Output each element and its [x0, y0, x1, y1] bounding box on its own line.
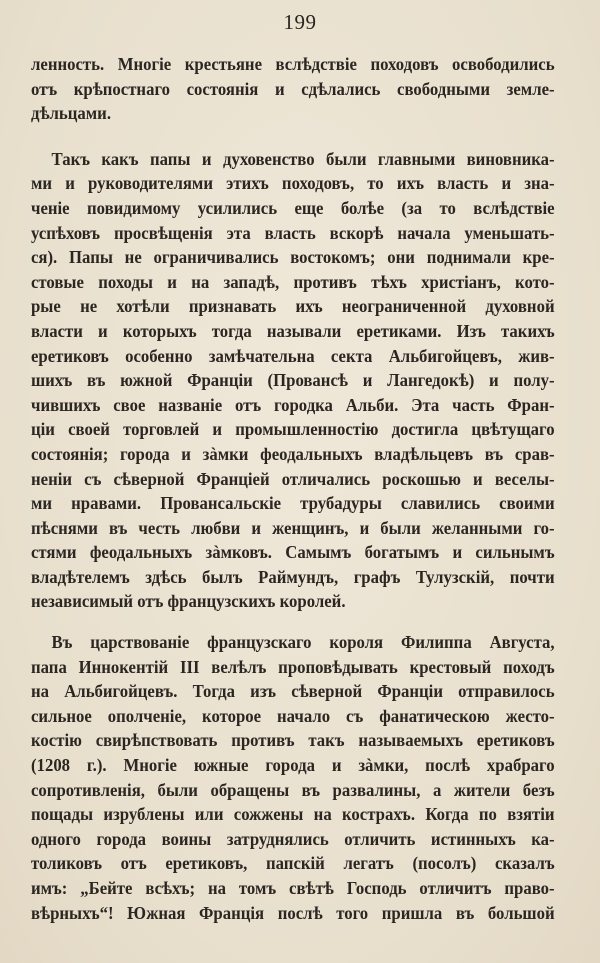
text-line: Въ царствованіе французскаго короля Филиппа Августа, [51, 632, 555, 653]
paragraph [31, 630, 555, 925]
text-line: шихъ въ южной Франціи (Провансѣ и Лангедокѣ) и полу- [31, 370, 555, 391]
text-line: независимый отъ французскихъ королей. [31, 591, 346, 612]
text-line: (1208 г.). Многіе южные города и зàмки, послѣ храбраго [31, 755, 555, 776]
text-line: пѣснями въ честь любви и женщинъ, и были желанными го- [31, 517, 555, 538]
text-line: стями феодальныхъ зàмковъ. Самымъ богатымъ и сильнымъ [31, 542, 555, 563]
text-line: толиковъ отъ еретиковъ, папскій легатъ (посолъ) сказалъ [31, 853, 555, 874]
text-line: состоянія; города и зàмки феодальныхъ владѣльцевъ въ срав- [31, 443, 555, 464]
text-line: неніи съ сѣверной Франціей отличались роскошью и веселы- [31, 468, 555, 489]
text-line: сильное ополченіе, которое начало съ фанатическою жесто- [31, 705, 555, 726]
text-line: пощады изрублены или сожжены на кострахъ. Когда по взятіи [31, 804, 555, 825]
text-line: ціи своей торговлей и промышленностію достигла цвѣтущаго [31, 419, 555, 440]
text-line: папа Иннокентій III велѣлъ проповѣдывать крестовый походъ [31, 656, 555, 677]
text-line: сопротивленія, были обращены въ развалины, а жители безъ [31, 779, 555, 800]
page-number: 199 [283, 10, 317, 34]
text-line: дѣльцами. [31, 103, 112, 124]
text-line: ся). Папы не ограничивались востокомъ; они поднимали кре- [31, 247, 555, 268]
text-line: стовые походы и на западѣ, противъ тѣхъ христіанъ, кото- [31, 271, 555, 292]
text-line: костію свирѣпствовать противъ такъ называемыхъ еретиковъ [31, 730, 555, 751]
text-line: власти и которыхъ тогда называли еретиками. Изъ такихъ [31, 320, 555, 341]
text-line: на Альбигойцевъ. Тогда изъ сѣверной Франціи отправилось [31, 681, 555, 702]
text-line: ченіе повидимому усилились еще болѣе (за то вслѣдствіе [31, 197, 555, 218]
text-line: имъ: „Бейте всѣхъ; на томъ свѣтѣ Господь отличитъ право- [31, 878, 555, 898]
text-line: чившихъ свое названіе отъ городка Альби. Эта часть Фран- [31, 394, 555, 415]
text-line: ми нравами. Провансальскіе трубадуры славились своими [31, 493, 555, 514]
text-line: ми и руководителями этихъ походовъ, то ихъ власть и зна- [31, 173, 555, 194]
body-text [31, 52, 555, 925]
paragraph [31, 147, 555, 614]
text-line: ленность. Многіе крестьяне вслѣдствіе походовъ освободились [31, 54, 555, 74]
text-line: одного города воины затруднялись отличить истинныхъ ка- [31, 828, 555, 849]
text-line: успѣховъ просвѣщенія эта власть вскорѣ начала уменьшать- [31, 222, 555, 243]
paragraph [31, 52, 555, 126]
text-line: Такъ какъ папы и духовенство были главными виновника- [51, 148, 555, 169]
text-line: еретиковъ особенно замѣчательна секта Альбигойцевъ, жив- [31, 345, 555, 366]
text-line: владѣтелемъ здѣсь былъ Раймундъ, графъ Тулузскій, почти [31, 566, 555, 587]
text-line: вѣрныхъ“! Южная Франція послѣ того пришла въ большой [31, 902, 555, 923]
text-line: рые не хотѣли признавать ихъ неограниченной духовной [31, 296, 555, 317]
text-line: отъ крѣпостнаго состоянія и сдѣлались свободными земле- [31, 78, 555, 99]
